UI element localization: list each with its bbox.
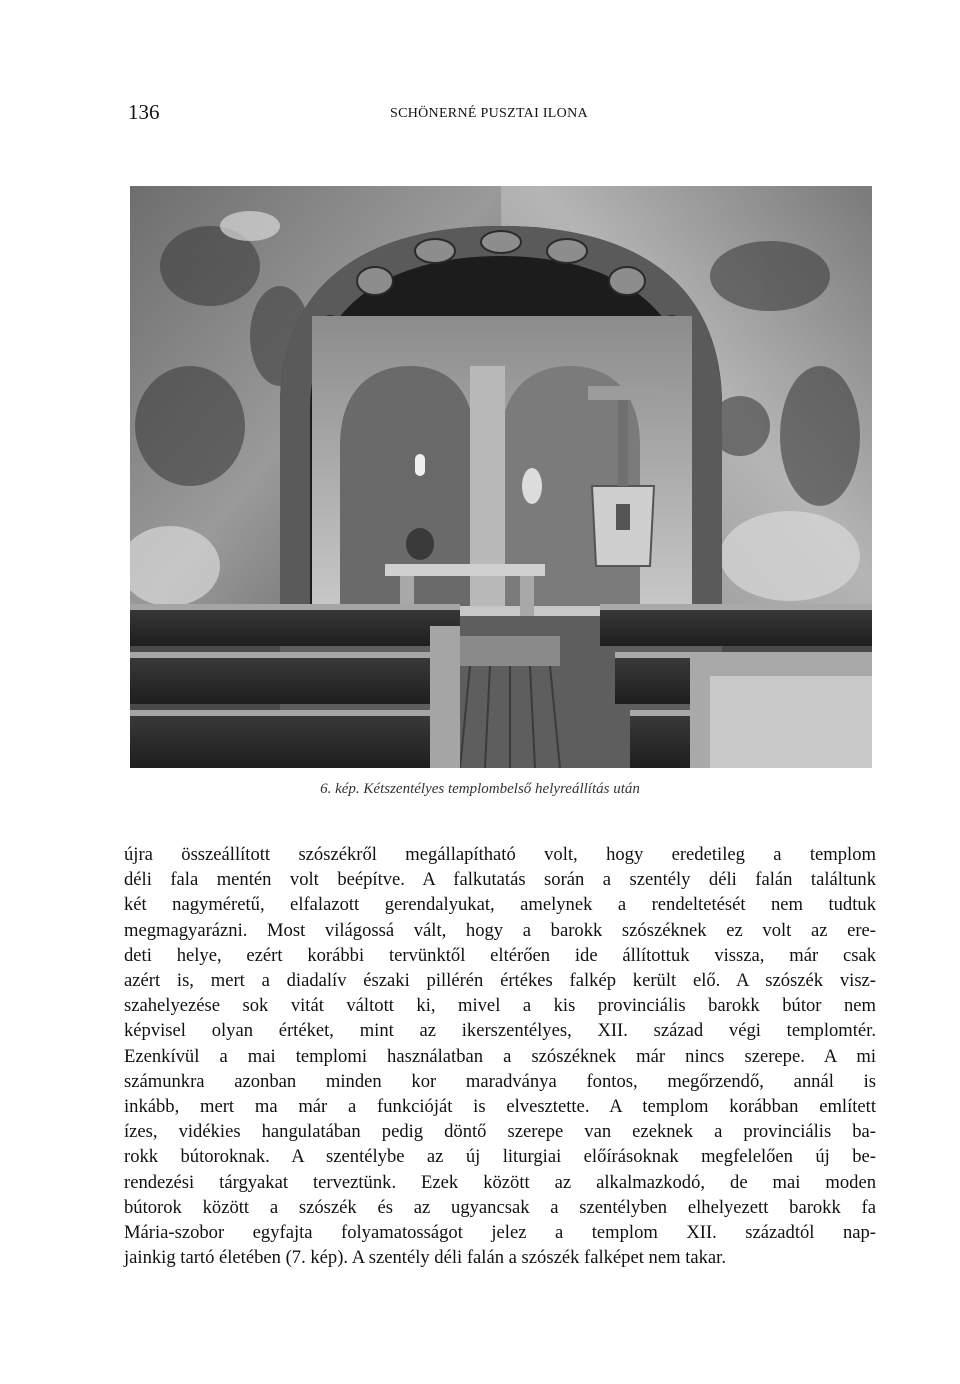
text-line: rendezési tárgyakat terveztünk. Ezek között az alkalmazkodó, de mai moden (124, 1171, 876, 1193)
text-line: Ezenkívül a mai templomi használatban a szószéknek már nincs szerepe. A mi (124, 1045, 876, 1067)
text-line: szahelyezése sok vitát váltott ki, mivel a kis provinciális barokk bútor nem (124, 995, 876, 1017)
text-line: deti helye, ezért korábbi tervünktől eltérően ide állítottuk vissza, már csak (124, 944, 876, 966)
text-line: Mária-szobor egyfajta folyamatosságot jelez a templom XII. századtól nap- (124, 1222, 876, 1244)
text-line: újra összeállított szószékről megállapítható volt, hogy eredetileg a templom (124, 844, 876, 865)
church-interior-photo (130, 186, 872, 768)
text-line: azért is, mert a diadalív északi pillérén értékes falkép került elő. A szószék visz- (124, 970, 876, 992)
text-line: rokk bútoroknak. A szentélybe az új liturgiai előírásoknak megfelelően új be- (124, 1146, 876, 1168)
body-paragraph (124, 842, 876, 1270)
text-line: jainkig tartó életében (7. kép). A szentély déli falán a szószék falképet nem takar. (124, 1247, 726, 1269)
photo-illustration (130, 186, 872, 768)
text-line: számunkra azonban minden kor maradványa fontos, megőrzendő, annál is (124, 1070, 876, 1092)
text-line: bútorok között a szószék és az ugyancsak a szentélyben elhelyezett barokk fa (124, 1196, 876, 1218)
figure-caption: 6. kép. Kétszentélyes templombelső helyreállítás után (320, 781, 640, 797)
text-line: ízes, vidékies hangulatában pedig döntő szerepe van ezeknek a provinciális ba- (124, 1121, 876, 1143)
text-line: képvisel olyan értéket, mint az ikerszentélyes, XII. század végi templomtér. (124, 1020, 876, 1042)
text-line: megmagyarázni. Most világossá vált, hogy a barokk szószéknek ez volt az ere- (124, 919, 876, 941)
text-line: inkább, mert ma már a funkcióját is elvesztette. A templom korábban említett (124, 1096, 876, 1118)
text-line: két nagyméretű, elfalazott gerendalyukat, amelynek a rendeltetését nem tudtuk (124, 894, 876, 916)
running-head: SCHÖNERNÉ PUSZTAI ILONA (390, 106, 588, 121)
text-line: déli fala mentén volt beépítve. A falkutatás során a szentély déli falán találtunk (124, 869, 876, 891)
page-number: 136 (128, 100, 160, 124)
